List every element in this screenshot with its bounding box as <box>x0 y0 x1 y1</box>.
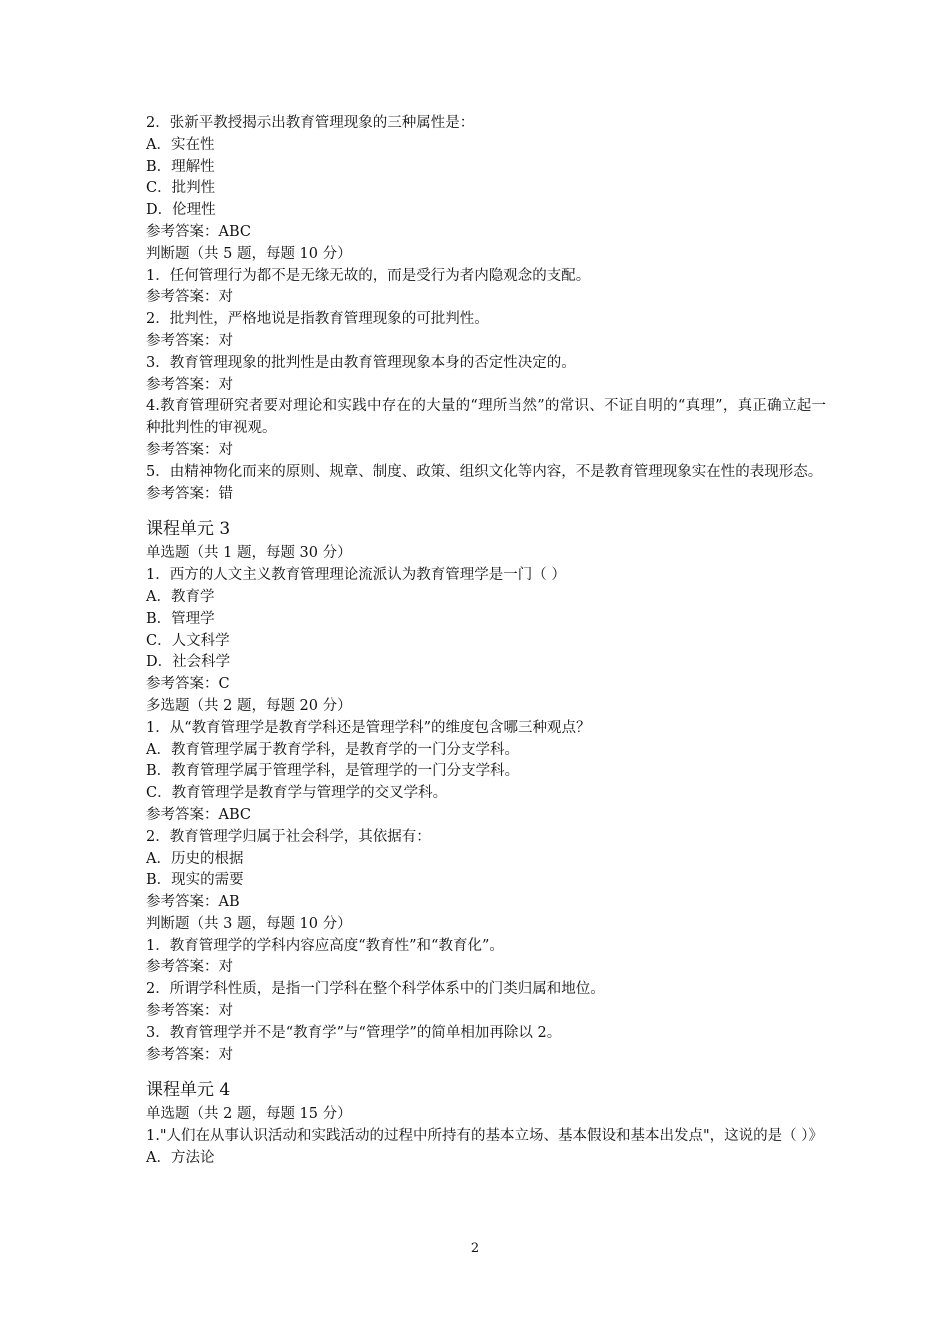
text-line: 参考答案：ABC <box>146 806 251 823</box>
text-line: 3．教育管理学并不是“教育学”与“管理学”的简单相加再除以 2。 <box>146 1024 562 1041</box>
text-line: 单选题（共 1 题，每题 30 分） <box>146 545 352 562</box>
text-line: 参考答案：对 <box>146 1046 233 1063</box>
text-line: 5．由精神物化而来的原则、规章、制度、政策、组织文化等内容，不是教育管理现象实在性的表现形态。 <box>146 463 823 480</box>
text-line: D．伦理性 <box>146 202 216 219</box>
text-line: C．教育管理学是教育学与管理学的交叉学科。 <box>146 785 448 802</box>
text-line: 多选题（共 2 题，每题 20 分） <box>146 697 352 714</box>
text-line: B．现实的需要 <box>146 872 244 889</box>
text-line: A．教育学 <box>146 588 215 605</box>
text-line: C．人文科学 <box>146 632 230 649</box>
text-line: 1．西方的人文主义教育管理理论流派认为教育管理学是一门（ ） <box>146 567 566 584</box>
text-line: 1．从“教育管理学是教育学科还是管理学科”的维度包含哪三种观点？ <box>146 719 591 736</box>
text-line: 参考答案：对 <box>146 289 233 306</box>
text-line: 2．批判性，严格地说是指教育管理现象的可批判性。 <box>146 311 489 328</box>
text-line: 参考答案：对 <box>146 1003 233 1020</box>
text-line: 判断题（共 5 题，每题 10 分） <box>146 245 352 262</box>
text-line: A．实在性 <box>146 136 215 153</box>
text-line: 3．教育管理现象的批判性是由教育管理现象本身的否定性决定的。 <box>146 354 576 371</box>
text-line: 参考答案：对 <box>146 332 233 349</box>
text-line: 单选题（共 2 题，每题 15 分） <box>146 1106 352 1123</box>
text-line: 参考答案：AB <box>146 894 240 911</box>
text-line: C．批判性 <box>146 180 216 197</box>
text-line: B．理解性 <box>146 158 215 175</box>
section-heading: 课程单元 3 <box>146 519 231 540</box>
text-line: 参考答案：错 <box>146 485 233 502</box>
text-line: 2．张新平教授揭示出教育管理现象的三种属性是： <box>146 115 475 131</box>
text-line: 2．教育管理学归属于社会科学，其依据有： <box>146 828 431 845</box>
text-line: D．社会科学 <box>146 654 231 671</box>
text-line: B．教育管理学属于管理学科，是管理学的一门分支学科。 <box>146 763 520 780</box>
text-line: 1."人们在从事认识活动和实践活动的过程中所持有的基本立场、基本假设和基本出发点"，这说的是（ ）》 <box>146 1128 824 1145</box>
text-line: 参考答案：C <box>146 676 230 693</box>
text-line: 参考答案：对 <box>146 376 233 393</box>
text-line: A．方法论 <box>146 1150 215 1167</box>
section-heading: 课程单元 4 <box>146 1080 231 1101</box>
text-line: A．教育管理学属于教育学科，是教育学的一门分支学科。 <box>146 741 519 758</box>
text-line: 参考答案：对 <box>146 959 233 976</box>
text-line: 1．任何管理行为都不是无缘无故的，而是受行为者内隐观念的支配。 <box>146 267 591 284</box>
text-line: 参考答案：ABC <box>146 223 251 240</box>
text-line: 1．教育管理学的学科内容应高度“教育性”和“教育化”。 <box>146 937 504 954</box>
text-line: 参考答案：对 <box>146 441 233 458</box>
text-line: 4.教育管理研究者要对理论和实践中存在的大量的“理所当然”的常识、不证自明的“真理”，真正确立起一种批判性的审视观。 <box>146 398 826 437</box>
page-number: 2 <box>470 1241 480 1256</box>
text-line: 判断题（共 3 题，每题 10 分） <box>146 915 352 932</box>
document-body <box>146 113 826 1170</box>
text-line: B．管理学 <box>146 610 215 627</box>
text-line: 2．所谓学科性质，是指一门学科在整个科学体系中的门类归属和地位。 <box>146 981 605 998</box>
text-line: A．历史的根据 <box>146 850 244 867</box>
